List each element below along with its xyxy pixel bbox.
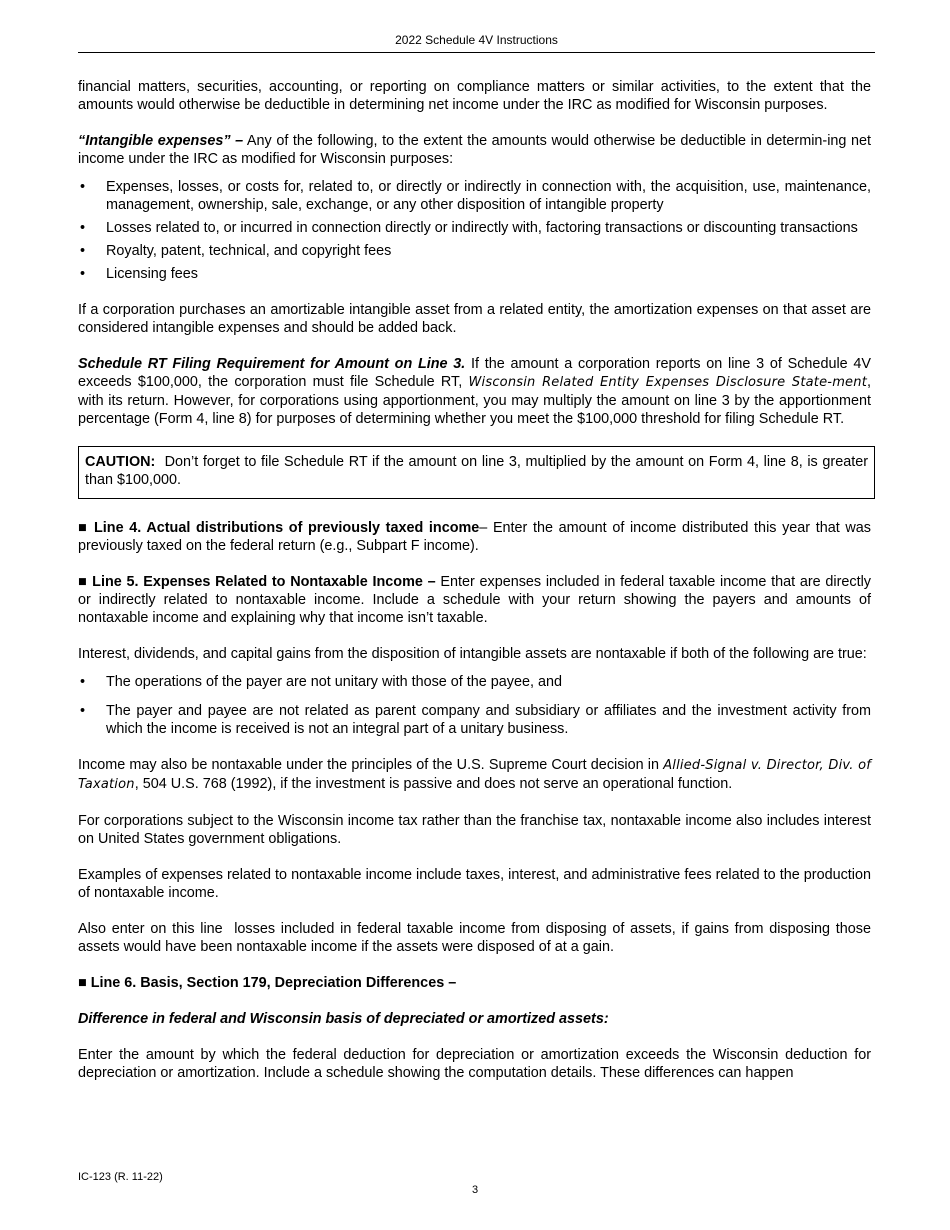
schedule-rt-paragraph <box>78 355 871 428</box>
enter-amount-paragraph: Enter the amount by which the federal deduction for depreciation or amortization exceeds the Wisconsin deduction for depreciation or amortization. Include a schedule showing the computation details. These differences can happen <box>78 1047 871 1081</box>
intangible-expenses-term: “Intangible expenses” – <box>78 133 244 149</box>
line-5-heading: ■ Line 5. Expenses Related to Nontaxable Income – <box>78 574 436 590</box>
list-item: • Losses related to, or incurred in connection directly or indirectly with, factoring transactions or discounting transactions <box>78 219 871 237</box>
difference-heading <box>78 1010 871 1028</box>
list-item: • Royalty, patent, technical, and copyright fees <box>78 242 871 260</box>
intangible-expenses-list <box>78 178 871 283</box>
line-4-paragraph <box>78 519 871 555</box>
caution-text: Don’t forget to file Schedule RT if the amount on line 3, multiplied by the amount on Form 4, line 8, is greater than $100,000. <box>85 454 868 488</box>
page-header: 2022 Schedule 4V Instructions <box>395 33 558 47</box>
nontaxable-conditions-list <box>78 673 871 738</box>
schedule-rt-form-name: Wisconsin Related Entity Expenses Disclosure State-ment <box>468 375 867 390</box>
list-item: • The operations of the payer are not unitary with those of the payee, and <box>78 673 871 691</box>
allied-text-1: Income may also be nontaxable under the principles of the U.S. Supreme Court decision in <box>78 757 664 773</box>
schedule-rt-heading: Schedule RT Filing Requirement for Amount on Line 3. <box>78 356 466 372</box>
form-id: IC-123 (R. 11-22) <box>78 1171 163 1183</box>
line-4-heading: ■ Line 4. Actual distributions of previously taxed income <box>78 520 480 536</box>
corporations-paragraph: For corporations subject to the Wisconsin income tax rather than the franchise tax, nontaxable income also includes interest on United States government obligations. <box>78 813 871 847</box>
line-6-paragraph <box>78 974 871 992</box>
schedule-rt-text-2: , with its return. However, for corporations using apportionment, you may multiply the amount on line 3 by the apportionment percentage (Form 4, line 8) for purposes of determining whether you meet the $100,000 threshold for filing Schedule RT. <box>78 374 871 427</box>
list-item: • The payer and payee are not related as parent company and subsidiary or affiliates and the investment activity from which the income is received is not an integral part of a unitary business. <box>78 702 871 738</box>
also-enter-paragraph: Also enter on this line losses included in federal taxable income from disposing of assets, if gains from disposing those assets would have been nontaxable income if the assets were disposed of at a gain. <box>78 921 871 955</box>
header-divider <box>78 52 875 53</box>
line-6-heading: ■ Line 6. Basis, Section 179, Depreciation Differences – <box>78 975 457 991</box>
caution-box <box>78 446 875 499</box>
line-5-paragraph <box>78 573 871 627</box>
amortizable-paragraph: If a corporation purchases an amortizable intangible asset from a related entity, the amortization expenses on that asset are considered intangible expenses and should be added back. <box>78 302 871 336</box>
interest-paragraph: Interest, dividends, and capital gains from the disposition of intangible assets are nontaxable if both of the following are true: <box>78 646 867 662</box>
allied-case-name: Allied-Signal v. Director, Div. of Taxation <box>78 758 872 792</box>
caution-label: CAUTION: <box>85 454 156 470</box>
continuation-paragraph: financial matters, securities, accounting, or reporting on compliance matters or similar activities, to the extent that the amounts would otherwise be deductible in determining net income under the IRC as modified for Wisconsin purposes. <box>78 79 871 113</box>
list-item: • Licensing fees <box>78 265 871 283</box>
document-body <box>78 78 871 1100</box>
line-5-text: Enter expenses included in federal taxable income that are directly or indirectly related to nontaxable income. Include a schedule with your return showing the payers and amounts of nontaxable income and explaining why that income isn’t taxable. <box>78 574 872 626</box>
page-number: 3 <box>471 1184 479 1196</box>
list-item: • Expenses, losses, or costs for, related to, or directly or indirectly in connection with, the acquisition, use, maintenance, management, ownership, sale, exchange, or any other disposition of intangible property <box>78 178 871 214</box>
schedule-rt-text-1: If the amount a corporation reports on line 3 of Schedule 4V exceeds $100,000, the corporation must file Schedule RT, <box>78 356 871 390</box>
line-4-text: – Enter the amount of income distributed this year that was previously taxed on the federal return (e.g., Subpart F income). <box>78 520 872 554</box>
intangible-expenses-text: Any of the following, to the extent the amounts would otherwise be deductible in determin-ing net income under the IRC as modified for Wisconsin purposes: <box>78 133 871 167</box>
difference-heading-text: Difference in federal and Wisconsin basis of depreciated or amortized assets: <box>78 1011 609 1027</box>
intangible-expenses-definition <box>78 132 871 168</box>
examples-paragraph: Examples of expenses related to nontaxable income include taxes, interest, and administrative fees related to the production of nontaxable income. <box>78 867 871 901</box>
allied-text-2: , 504 U.S. 768 (1992), if the investment is passive and does not serve an operational function. <box>134 776 733 792</box>
allied-signal-paragraph <box>78 756 871 794</box>
